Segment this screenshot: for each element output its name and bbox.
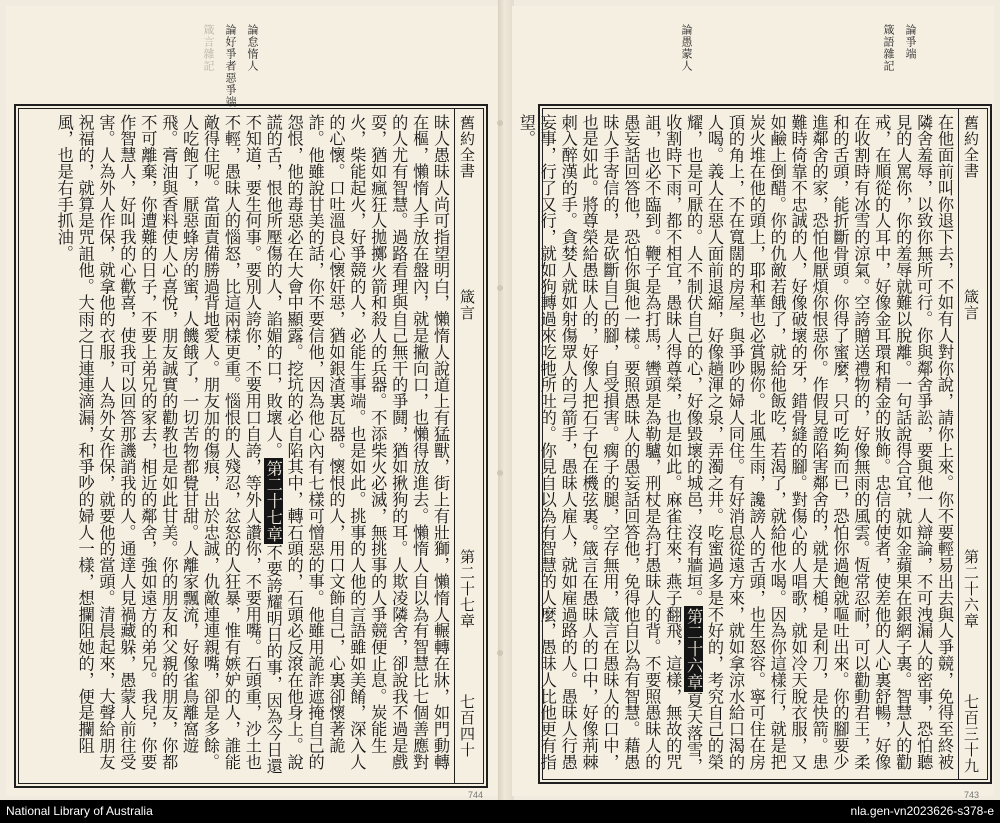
pencil-page-mark: 743 [964, 790, 980, 800]
chapter-marker: 第二十六章 [684, 608, 704, 690]
margin-note: 箴言雜記 [202, 24, 215, 72]
verse-text: 不要誇耀明日的事，因為今日還不知道，要生何事。要別人誇你，不要用口自誇，等外人讚你，不要用嘴。石頭重，沙土也不輕，愚昧人的惱怒，比這兩樣更重。惱恨的人殘忍，忿怒的人狂暴，惟有嫉妒的人，誰能敵得住呢。當面責備勝過背地愛人。朋友加的傷痕，出於忠誠，仇敵連連親嘴，卻是多餘。人吃飽了，厭惡蜂房的蜜，人饑餓了，一切苦物都覺甘甜。人離家飄流，好像雀鳥離窩遊飛。膏油與香料使人心喜悅，朋友誠實的勸教也是如此甘美。你的朋友和父親的朋友，你都不可離棄，你遭難的日子，不要上弟兄的家去，相近的鄰舍，強如遠方的弟兄。我兒，你要作智慧人，好叫我的心歡喜，使我可以回答那譏誚我的人。通達人見禍藏躲，愚蒙人前往受害。人為外人作保，就拿他的衣服，人為外女作保，就要他的當頭。清晨起來，大聲給朋友祝福的，就算是咒詛他。大雨之日連連滴漏，和爭吵的婦人一樣，想攔阻她的，便是攔阻風，也是右手抓油。 [54, 114, 283, 775]
left-body-text [24, 114, 450, 778]
book-name: 箴言 [962, 289, 980, 321]
left-running-header [454, 109, 483, 783]
chapter-label: 第二十七章 [458, 549, 476, 629]
right-running-header [958, 109, 987, 779]
margin-note: 論好爭者惡爭端 [224, 24, 237, 108]
book-title: 舊約全書 [962, 115, 980, 179]
chapter-label: 第二十六章 [962, 549, 980, 629]
book-title: 舊約全書 [458, 115, 476, 179]
item-identifier: nla.gen-vn2023626-s378-e [850, 804, 994, 818]
right-margin-notes [680, 24, 916, 72]
page-number: 七百四十 [458, 694, 476, 758]
margin-note: 論怠惰人 [246, 24, 259, 72]
binding-hole [497, 285, 503, 291]
left-page [6, 6, 500, 800]
right-page [512, 6, 994, 800]
binding-hole [497, 650, 503, 656]
viewer-footer [0, 800, 1000, 823]
verse-text: 夏天落雪，收割時下雨，都不相宜，愚昧人得尊榮，也是如此。麻雀往來，燕子翻飛，這樣，無故的咒詛，也必不臨到。鞭子是為打馬，轡頭是為勒驢，刑杖是為打愚昧人的背。不要照愚昧人的愚妄話回答他，恐怕你與他一樣。要照愚昧人的愚妄話回答他，免得他自以為有智慧。藉愚昧人手寄信的，是砍斷自己的腳，自受損害。瘸子的腿，空存無用，箴言在愚昧人的口中，也是如此。將尊榮給愚昧人的，好像人把石子包在機弦裏。箴言在愚昧人的口中，好像荊棘刺入醉漢的手。貪婪人就如射傷眾人的弓箭手，愚昧人雇人，就如雇過路的人。愚昧人行愚妄事，行了又行，就如狗轉過來吃牠所吐的。你見自以為有智慧的人麼，愚昧人比他更有指望。 [516, 114, 704, 774]
library-credit: National Library of Australia [6, 804, 153, 818]
verse-text: 在他面前叫你退下去，不如有人對你說，請你上來。你不要輕易出去與人爭競，免得至終被隣舍羞辱，以致你無所可行。你與鄰舍爭訟，要與他一人辯論，不可洩漏人的密事，恐怕聽見的人罵你，你的羞辱就難以脫離。一句話說得合宜，就如金蘋果在銀網子裏。智慧人的勸戒，在順從的人耳中，好像金耳環和精金的妝飾。忠信的使者，使差他的人心裏舒暢，好像在收割時有冰雪的涼氣。空誇贈送禮物的，好像無雨的風雲。恆常忍耐，可以勸動君王，柔和的舌頭，能折斷骨頭。你得了蜜麼，只可吃夠而已，恐怕你過飽就嘔吐出來。你的腳要少進鄰舍的家，恐怕他厭煩你恨惡你。作假見證陷害鄰舍的，就是大槌，是利刀，是快箭。患難時倚靠不忠誠的人，好像破壞的牙，錯骨縫的腳。對傷心的人唱歌，就如冷天脫衣服，又如鹼上倒醋。你的仇敵若餓了，就給他飯吃，若渴了，就給他水喝。因為你這樣行，就是把炭火堆在他的頭上，耶和華也必賞賜你。北風生雨，讒謗人的舌頭，也生怒容。寧可住在房頂的角上，不在寬闊的房屋，與爭吵的婦人同住。有好消息從遠方來，就如拿涼水給口渴的人喝。義人在惡人面前退縮，好像趟渾之泉，弄濁之井。吃蜜過多是不好的，考究自己的榮耀，也是可厭的。人不制伏自己的心，好像毀壞的城邑，沒有牆垣。 [684, 114, 954, 770]
pencil-page-mark: 744 [468, 790, 484, 800]
right-body-text [516, 114, 954, 774]
verse-text: 昧人愚昧人尚可指望明白，懶惰人說道上有猛獸，街上有壯獅，懶惰人輾轉在牀，如門動轉在樞，懶惰人手放在盤內，就是撇向口，也懶得放進去。懶惰人自以為有智慧比七個善應對的人尤有智慧。過路看理與自己無干的爭鬪，猶如揪狗的耳。人欺凌隣舍，卻說我不過是戲耍，猶如瘋狂人拋擲火箭和殺人的兵器。不添柴火必滅，無挑事的人爭競便止息。炭能生火，柴能起火，好爭競的人，必能生事端。也是如此。挑事的人他的言語雖如美餚，深入人的心懷。口吐溫良心懷奸惡，猶如銀渣裏瓦器。懷恨的人，用口文飾自己，心裏卻懷著詭詐。他雖說甘美的話，你不要信他，因為他心內有七樣可憎惡的事。他雖用詭詐遮掩自己的怨恨，他的毒惡必在大會中顯露。挖坑的必自陷其中，轉石頭的，石頭必反滾在他身上。說謊的舌，恨他所壓傷的人，諂媚的口，敗壞人。 [263, 114, 450, 770]
margin-note: 箴語雜記 [882, 24, 895, 72]
right-text-frame [516, 104, 992, 784]
left-text-frame [14, 104, 488, 788]
page-number: 七百三十九 [962, 694, 980, 774]
binding-hole [497, 120, 503, 126]
chapter-marker: 第二十七章 [263, 460, 283, 543]
binding-hole [497, 470, 503, 476]
margin-note: 論爭端 [904, 24, 917, 60]
margin-note: 論愚蒙人 [680, 24, 693, 72]
left-margin-notes [202, 24, 258, 108]
book-name: 箴言 [458, 289, 476, 321]
